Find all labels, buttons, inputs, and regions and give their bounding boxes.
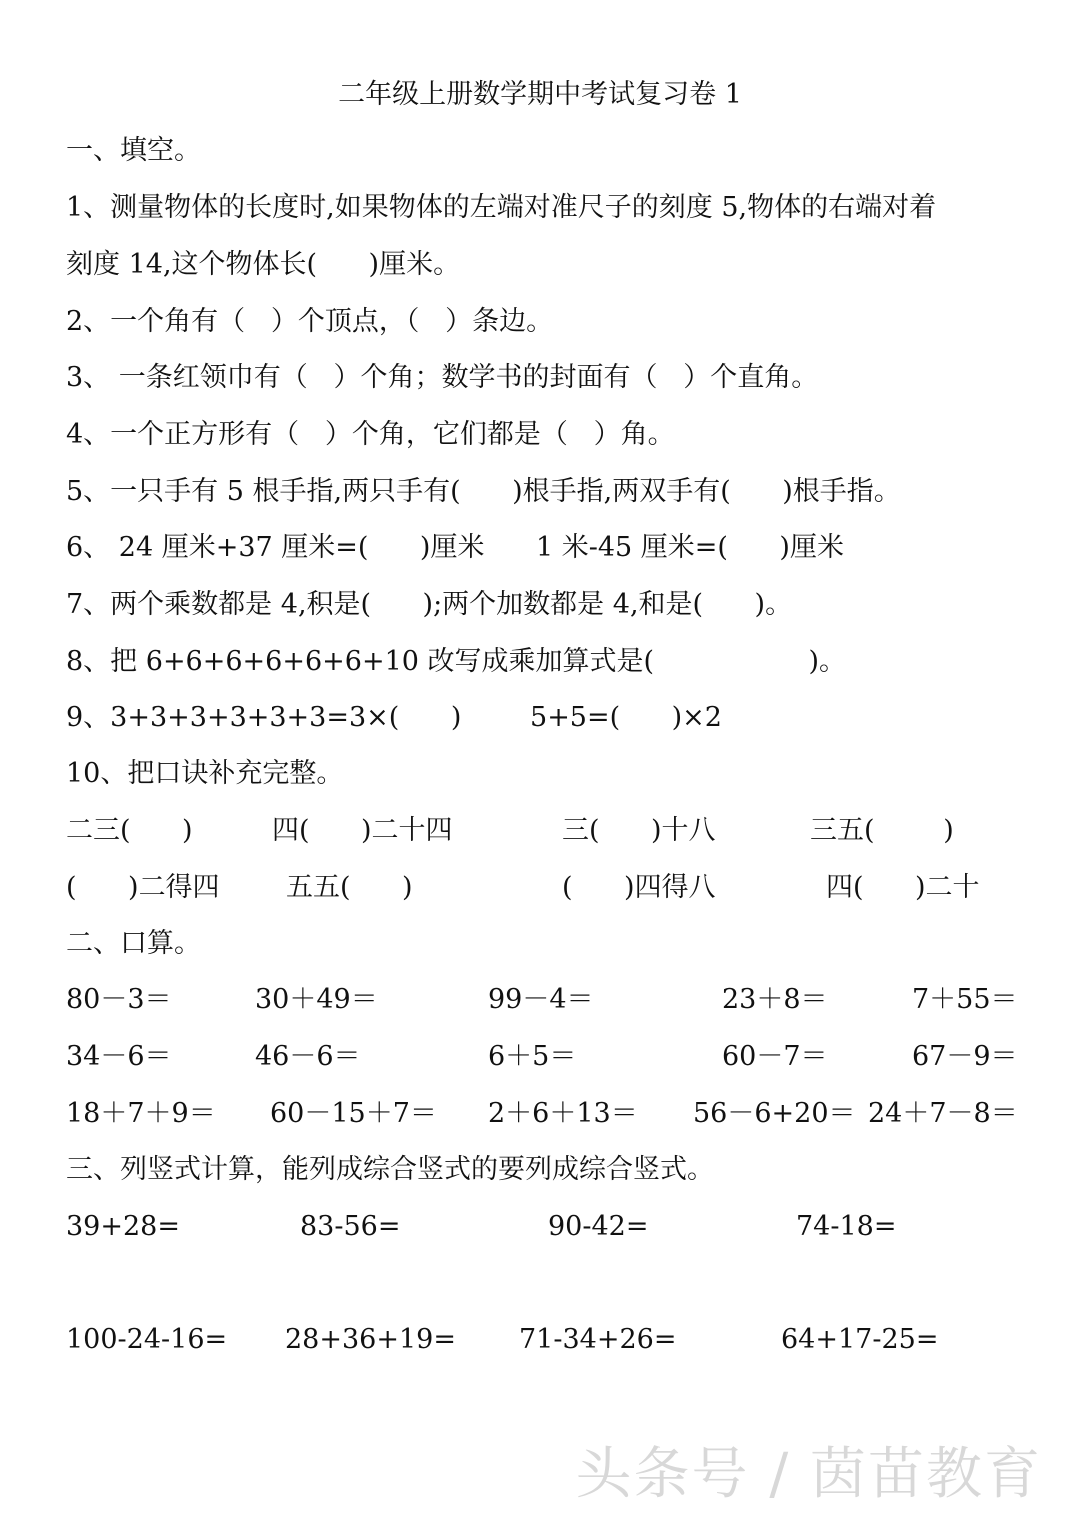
rhyme-item: 四( )二十四 — [272, 815, 453, 846]
rhyme-item: 五五( ) — [286, 872, 413, 903]
rhyme-item: 三( )十八 — [562, 815, 716, 846]
rhyme-item: 四( )二十 — [826, 872, 980, 903]
oral-calc-item: 18＋7＋9＝ — [66, 1098, 216, 1129]
vertical-calc-item: 74-18= — [796, 1211, 897, 1242]
oral-calc-item: 2＋6＋13＝ — [488, 1098, 638, 1129]
vertical-calc-item: 28+36+19= — [285, 1324, 456, 1355]
rhyme-item: ( )二得四 — [66, 872, 220, 903]
oral-calc-item: 24＋7－8＝ — [868, 1098, 1018, 1129]
vertical-calc-item: 83-56= — [300, 1211, 401, 1242]
question-2: 2、一个角有（ ）个顶点，（ ）条边。 — [66, 306, 554, 337]
question-4: 4、一个正方形有（ ）个角，它们都是（ ）角。 — [66, 419, 675, 450]
question-8: 8、把 6+6+6+6+6+6+10 改写成乘加算式是( )。 — [66, 646, 847, 677]
question-10: 10、把口诀补充完整。 — [66, 758, 344, 789]
page-title: 二年级上册数学期中考试复习卷 1 — [338, 79, 742, 110]
oral-calc-item: 67－9＝ — [912, 1041, 1018, 1072]
vertical-calc-item: 71-34+26= — [519, 1324, 677, 1355]
section2-heading: 二、口算。 — [66, 928, 201, 959]
question-1-line2: 刻度 14,这个物体长( )厘米。 — [66, 249, 461, 280]
question-7: 7、两个乘数都是 4,积是( );两个加数都是 4,和是( )。 — [66, 589, 793, 620]
question-9: 9、3+3+3+3+3+3=3×( ) 5+5=( )×2 — [66, 702, 722, 733]
section1-heading: 一、填空。 — [66, 135, 201, 166]
oral-calc-item: 7＋55＝ — [912, 984, 1018, 1015]
vertical-calc-item: 100-24-16= — [66, 1324, 228, 1355]
question-6: 6、 24 厘米+37 厘米=( )厘米 1 米-45 厘米=( )厘米 — [66, 532, 844, 563]
oral-calc-item: 56－6+20＝ — [693, 1098, 856, 1129]
oral-calc-item: 6＋5＝ — [488, 1041, 577, 1072]
oral-calc-item: 46－6＝ — [255, 1041, 361, 1072]
section3-heading: 三、列竖式计算，能列成综合竖式的要列成综合竖式。 — [66, 1154, 714, 1185]
oral-calc-item: 30＋49＝ — [255, 984, 378, 1015]
oral-calc-item: 23＋8＝ — [722, 984, 828, 1015]
vertical-calc-item: 64+17-25= — [781, 1324, 939, 1355]
question-1-line1: 1、测量物体的长度时,如果物体的左端对准尺子的刻度 5,物体的右端对着 — [66, 192, 937, 223]
oral-calc-item: 60－15＋7＝ — [270, 1098, 437, 1129]
rhyme-item: 二三( ) — [66, 815, 193, 846]
oral-calc-item: 34－6＝ — [66, 1041, 172, 1072]
oral-calc-item: 80－3＝ — [66, 984, 172, 1015]
oral-calc-item: 99－4＝ — [488, 984, 594, 1015]
oral-calc-item: 60－7＝ — [722, 1041, 828, 1072]
rhyme-item: ( )四得八 — [562, 872, 716, 903]
rhyme-item: 三五( ) — [810, 815, 954, 846]
question-5: 5、一只手有 5 根手指,两只手有( )根手指,两双手有( )根手指。 — [66, 476, 901, 507]
watermark: 头条号 / 茵苗教育 — [575, 1442, 1042, 1507]
vertical-calc-item: 39+28= — [66, 1211, 180, 1242]
vertical-calc-item: 90-42= — [548, 1211, 649, 1242]
question-3: 3、 一条红领巾有（ ）个角；数学书的封面有（ ）个直角。 — [66, 362, 819, 393]
